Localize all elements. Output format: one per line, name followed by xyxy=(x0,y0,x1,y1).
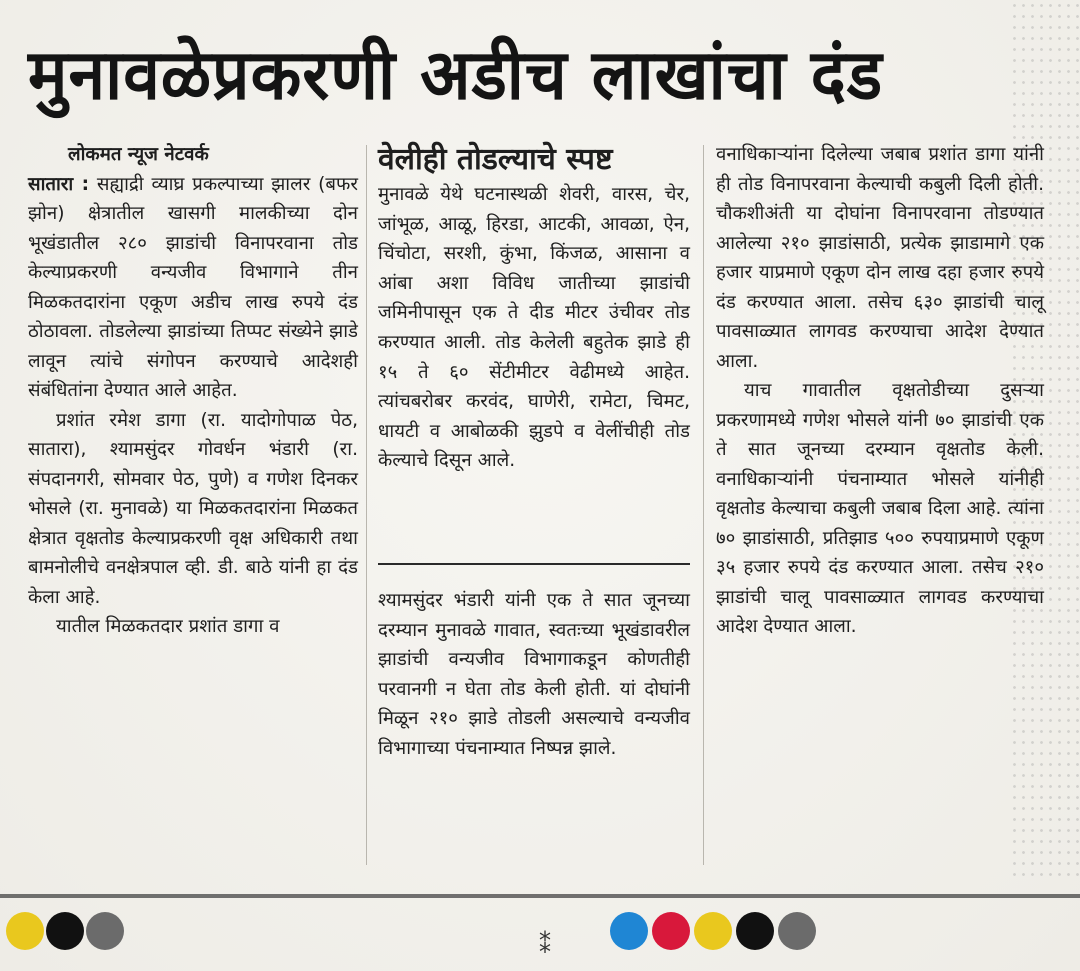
article-headline: मुनावळेप्रकरणी अडीच लाखांचा दंड xyxy=(28,34,884,116)
article-column-3 xyxy=(716,140,1044,642)
lead-text: सह्याद्री व्याघ्र प्रकल्पाच्या झालर (बफर झोन) क्षेत्रातील खासगी मालकीच्या दोन भूखंडातील २८० झाडांची विनापरवाना तोड केल्याप्रकरणी वन्यजीव विभागाने तीन मिळकतदारांना एकूण अडीच लाख रुपये दंड ठोठावला. तोडलेल्या झाडांच्या तिप्पट संख्येने झाडे लावून त्यांचे संगोपन करण्याचे आदेशही संबंधितांना देण्यात आले आहेत. xyxy=(28,173,358,401)
dateline: सातारा : xyxy=(28,173,90,195)
column-divider-rule xyxy=(378,563,690,565)
paragraph-2: प्रशांत रमेश डागा (रा. यादोगोपाळ पेठ, सातारा), श्यामसुंदर गोवर्धन भंडारी (रा. संपदानगरी, सोमवार पेठ, पुणे) व गणेश दिनकर भोसले (रा. मुनावळे) या मिळकतदारांना मिळकत क्षेत्रात वृक्षतोड केल्याप्रकरणी वृक्ष अधिकारी तथा बामनोलीचे वनक्षेत्रपाल व्ही. डी. बाठे यांनी हा दंड केला आहे. xyxy=(28,409,358,608)
registration-dot-gray-2 xyxy=(778,912,816,950)
byline: लोकमत न्यूज नेटवर्क xyxy=(68,144,209,165)
column2-paragraph-2: श्यामसुंदर भंडारी यांनी एक ते सात जूनच्या दरम्यान मुनावळे गावात, स्वतःच्या भूखंडावरील झाडांची वन्यजीव विभागाकडून कोणतीही परवानगी न घेता तोड केली होती. यां दोघांनी मिळून २१० झाडे तोडली असल्याचे वन्यजीव विभागाच्या पंचनाम्यात निष्पन्न झाले. xyxy=(378,590,690,759)
registration-dot-blue xyxy=(610,912,648,950)
article-column-2-continued xyxy=(378,586,690,763)
column2-paragraph-1: मुनावळे येथे घटनास्थळी शेवरी, वारस, चेर, जांभूळ, आळू, हिरडा, आटकी, आवळा, ऐन, चिंचोटा, सरशी, कुंभा, किंजळ, आसाना व आंबा अशा विविध जातीच्या झाडांची जमिनीपासून एक ते दीड मीटर उंचीवर तोड करण्यात आली. तोड केलेली बहुतेक झाडे ही १५ ते ६० सेंटीमीटर वेढीमध्ये आहेत. त्यांचबरोबर करवंद, घाणेरी, रामेटा, चिमट, धायटी व आबोळकी झुडपे व वेलींचीही तोड केल्याचे दिसून आले. xyxy=(378,184,690,472)
lead-paragraph xyxy=(28,170,358,406)
column3-paragraph-2: याच गावातील वृक्षतोडीच्या दुसऱ्या प्रकरणामध्ये गणेश भोसले यांनी ७० झाडांची एक ते सात जूनच्या दरम्यान वृक्षतोड केली. वनाधिकाऱ्यांनी पंचनाम्यात भोसले यांनीही वृक्षतोड केल्याचा कबुली जबाब दिला आहे. त्यांना ७० झाडांसाठी, प्रतिझाड ५०० रुपयाप्रमाणे एकूण ३५ हजार रुपये दंड करण्यात आला. तसेच २१० झाडांची चालू पावसाळ्यात लागवड करण्याचा आदेश देण्यात आला. xyxy=(716,380,1044,637)
center-registration-mark: ⁑ xyxy=(539,931,551,959)
column-separator-2 xyxy=(703,145,704,865)
registration-dot-gray xyxy=(86,912,124,950)
column3-paragraph-1: वनाधिकाऱ्यांना दिलेल्या जबाब प्रशांत डागा यांनी ही तोड विनापरवाना केल्याची कबुली दिली होती. चौकशीअंती या दोघांना विनापरवाना तोडण्यात आलेल्या २१० झाडांसाठी, प्रत्येक झाडामागे एक हजार याप्रमाणे एकूण दोन लाख दहा हजार रुपये दंड करण्यात आला. तसेच ६३० झाडांची चालू पावसाळ्यात लागवड करण्याचा आदेश देण्यात आला. xyxy=(716,144,1044,372)
registration-dot-yellow-2 xyxy=(694,912,732,950)
subheadline: वेलीही तोडल्याचे स्पष्ट xyxy=(378,142,613,177)
article-column-2 xyxy=(378,140,690,476)
registration-dot-black-2 xyxy=(736,912,774,950)
article-column-1 xyxy=(28,140,358,642)
registration-dot-black xyxy=(46,912,84,950)
registration-dot-yellow xyxy=(6,912,44,950)
paragraph-3: यातील मिळकतदार प्रशांत डागा व xyxy=(56,616,280,637)
page-bottom-rule xyxy=(0,894,1080,898)
column-separator-1 xyxy=(366,145,367,865)
registration-dot-red xyxy=(652,912,690,950)
